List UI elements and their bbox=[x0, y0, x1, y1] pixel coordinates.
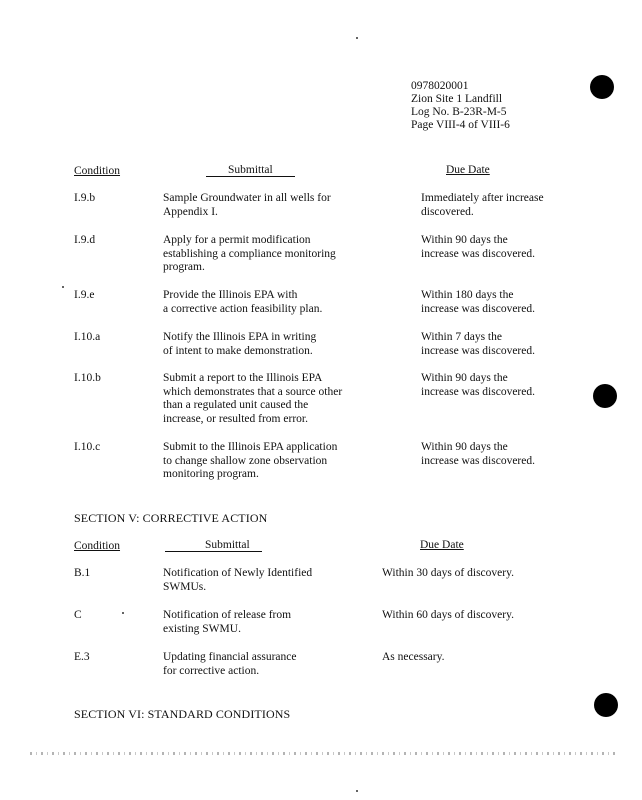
section-title-corrective-action: SECTION V: CORRECTIVE ACTION bbox=[74, 511, 268, 525]
document-page: 0978020001 Zion Site 1 Landfill Log No. B-23R-M-5 Page VIII-4 of VIII-6 Condition Submittal Due Date I.9.b Sample Groundwater in all wells for Appendix I. Immediately after increase discovered. I.9.d Apply for a permit modification establishing a compliance monitoring program. Within 90 days the increase was discovered. I.9.e Provide the Illinois EPA with a corrective action feasibility plan. Within 180 days the increase was discovered. I.10.a Notify the Illinois EPA in writing of intent to make demonstration. Within 7 days the increase was discovered. I.10.b Submit a report to the Illinois EPA which demonstrates that a source other than a regulated unit caused the increase, or resulted from error. Within 90 days the increase was discovered. I.10.c Submit to the Illinois EPA application to change shallow zone observation monitoring program. Within 90 days the increase was discovered. SECTION V: CORRECTIVE ACTION Condition Submittal Due Date B.1 Notification of Newly Identified SWMUs. Within 30 days of discovery. C Notification of release from existing SWMU. Within 60 days of discovery. E.3 Updating financial assurance for corrective action. As necessary. SECTION VI: STANDARD CONDITIONS bbox=[0, 0, 642, 800]
col-header-submittal: Submittal bbox=[165, 539, 262, 552]
log-number: Log No. B-23R-M-5 bbox=[411, 106, 507, 118]
site-name: Zion Site 1 Landfill bbox=[411, 93, 503, 105]
page-number: Page VIII-4 of VIII-6 bbox=[411, 119, 510, 131]
col-header-due-date: Due Date bbox=[446, 164, 490, 176]
scan-speck bbox=[356, 37, 358, 39]
scan-speck bbox=[62, 286, 64, 288]
scan-speck bbox=[356, 790, 358, 792]
document-header bbox=[411, 80, 510, 132]
scan-noise-line bbox=[30, 752, 615, 755]
section-title-standard-conditions: SECTION VI: STANDARD CONDITIONS bbox=[74, 707, 291, 721]
doc-number: 0978020001 bbox=[411, 80, 469, 92]
col-header-submittal: Submittal bbox=[206, 164, 295, 177]
col-header-condition: Condition bbox=[74, 540, 121, 552]
binder-hole-top bbox=[590, 75, 614, 99]
col-header-due-date: Due Date bbox=[420, 539, 464, 551]
col-header-condition: Condition bbox=[74, 165, 121, 177]
binder-hole-bottom bbox=[594, 693, 618, 717]
scan-speck bbox=[122, 612, 124, 614]
